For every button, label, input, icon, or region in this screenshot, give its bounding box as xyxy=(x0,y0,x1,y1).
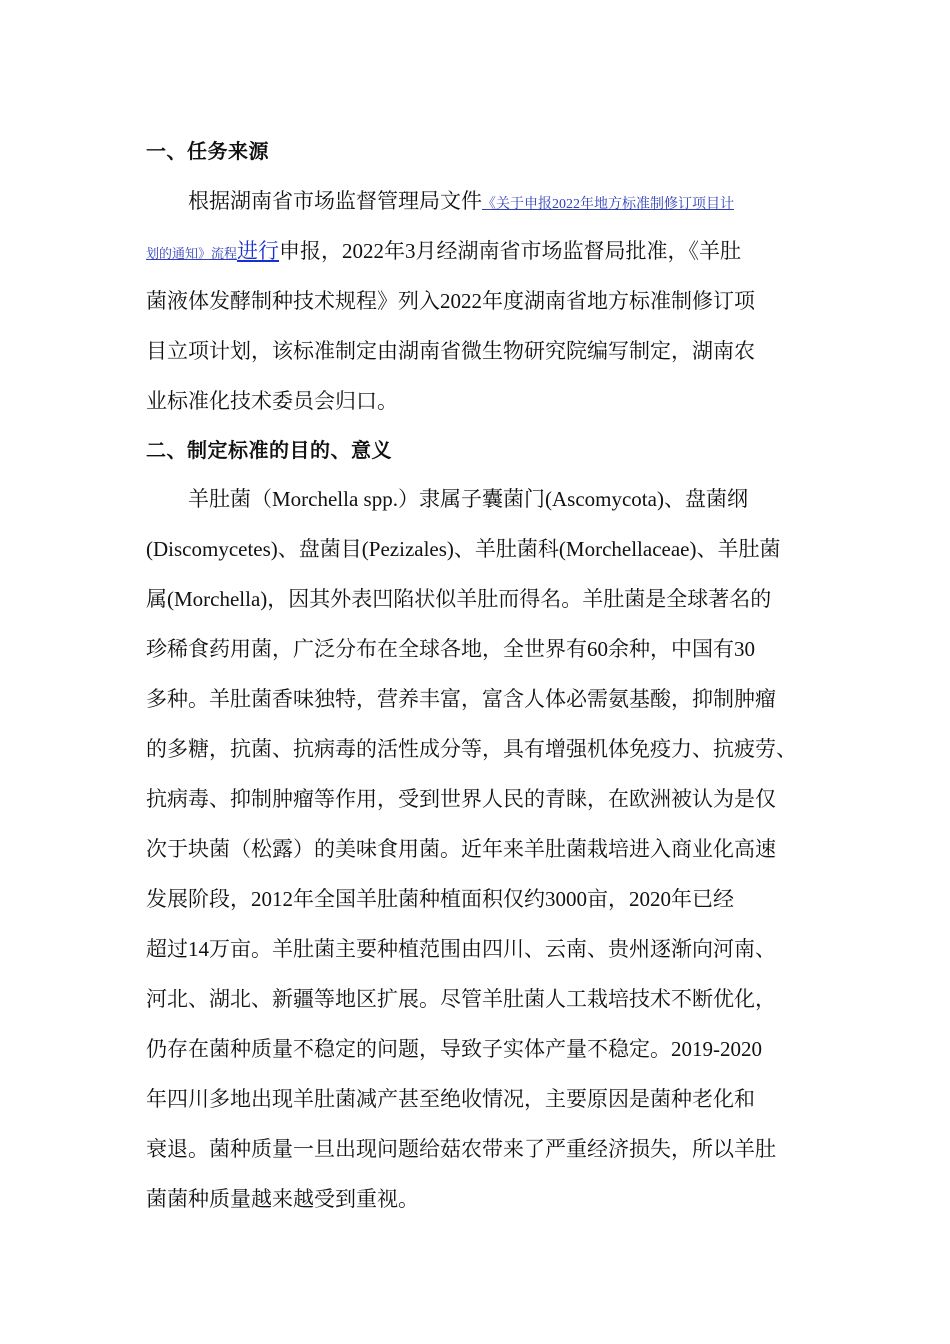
number: 3000 xyxy=(545,887,587,911)
section-1-line-5: 业标准化技术委员会归口。 xyxy=(146,389,398,413)
text: 万亩。羊肚菌主要种植范围由四川、云南、贵州逐渐向河南、 xyxy=(209,937,776,961)
text: 、羊肚菌科 xyxy=(453,537,559,561)
section-2-line-10 xyxy=(146,934,776,964)
text: ）隶属子囊菌门 xyxy=(397,487,545,511)
text: 根据湖南省市场监督管理局文件 xyxy=(188,189,482,213)
text: 亩， xyxy=(587,887,629,911)
section-1-heading: 一、任务来源 xyxy=(146,139,269,163)
section-2-line-5: 多种。羊肚菌香味独特，营养丰富，富含人体必需氨基酸，抑制肿瘤 xyxy=(146,687,776,711)
text: 羊肚菌（ xyxy=(188,487,272,511)
text: 月经湖南省市场监督局批准，《羊肚 xyxy=(415,239,742,263)
number: 30 xyxy=(734,637,755,661)
section-2-line-11: 河北、湖北、新疆等地区扩展。尽管羊肚菌人工栽培技术不断优化， xyxy=(146,987,776,1011)
number: 60 xyxy=(587,637,608,661)
section-1-line-1 xyxy=(188,186,734,220)
year: 2020 xyxy=(629,887,671,911)
year: 2022 xyxy=(440,289,482,313)
section-2-line-12 xyxy=(146,1034,762,1064)
latin-name: (Discomycetes) xyxy=(146,537,278,561)
text: ，因其外表凹陷状似羊肚而得名。羊肚菌是全球著名的 xyxy=(267,587,772,611)
text: 菌液体发酵制种技术规程》列入 xyxy=(146,289,440,313)
text: 年 xyxy=(384,239,406,263)
latin-name: Morchella spp. xyxy=(272,487,398,511)
latin-name: (Morchella) xyxy=(167,587,268,611)
text: 、盘菌纲 xyxy=(663,487,748,511)
section-2-line-4 xyxy=(146,634,755,664)
year-range: 2019-2020 xyxy=(671,1037,762,1061)
section-1-line-3 xyxy=(146,286,755,316)
text: 年全国羊肚菌种植面积仅约 xyxy=(293,887,545,911)
number: 14 xyxy=(188,937,209,961)
text: 、盘菌目 xyxy=(277,537,362,561)
section-1-line-4: 目立项计划，该标准制定由湖南省微生物研究院编写制定，湖南农 xyxy=(146,339,755,363)
text: 属 xyxy=(146,587,167,611)
text: 余种，中国有 xyxy=(608,637,734,661)
section-2-line-3 xyxy=(146,584,771,614)
latin-name: (Morchellaceae) xyxy=(558,537,697,561)
latin-name: (Ascomycota) xyxy=(544,487,664,511)
notice-link-continued[interactable]: 划的通知》流程 xyxy=(146,247,238,262)
section-2-heading: 二、制定标准的目的、意义 xyxy=(146,438,392,462)
section-2-line-15: 菌菌种质量越来越受到重视。 xyxy=(146,1187,419,1211)
proceed-link[interactable]: 进行 xyxy=(237,239,280,263)
text: 年度湖南省地方标准制修订项 xyxy=(482,289,755,313)
year: 2022 xyxy=(342,239,385,263)
text: 年已经 xyxy=(671,887,734,911)
section-2-line-6: 的多糖，抗菌、抗病毒的活性成分等，具有增强机体免疫力、抗疲劳、 xyxy=(146,737,797,761)
text: 仍存在菌种质量不稳定的问题，导致子实体产量不稳定。 xyxy=(146,1037,671,1061)
section-2-line-9 xyxy=(146,884,734,914)
section-2-line-13: 年四川多地出现羊肚菌减产甚至绝收情况，主要原因是菌种老化和 xyxy=(146,1087,755,1111)
text: 发展阶段， xyxy=(146,887,251,911)
text: 申报， xyxy=(279,239,343,263)
section-1-line-2 xyxy=(146,236,741,270)
latin-name: (Pezizales) xyxy=(361,537,454,561)
text: 珍稀食药用菌，广泛分布在全球各地，全世界有 xyxy=(146,637,587,661)
notice-link[interactable]: 《关于申报2022年地方标准制修订项目计 xyxy=(482,197,734,212)
year: 2012 xyxy=(251,887,293,911)
text: 、羊肚菌 xyxy=(696,537,781,561)
section-2-line-2 xyxy=(146,534,781,564)
section-2-line-7: 抗病毒、抑制肿瘤等作用，受到世界人民的青睐，在欧洲被认为是仅 xyxy=(146,787,776,811)
text: 超过 xyxy=(146,937,188,961)
section-2-line-14: 衰退。菌种质量一旦出现问题给菇农带来了严重经济损失，所以羊肚 xyxy=(146,1137,776,1161)
month: 3 xyxy=(405,239,416,263)
section-2-line-1 xyxy=(188,484,748,514)
section-2-line-8: 次于块菌（松露）的美味食用菌。近年来羊肚菌栽培进入商业化高速 xyxy=(146,837,776,861)
